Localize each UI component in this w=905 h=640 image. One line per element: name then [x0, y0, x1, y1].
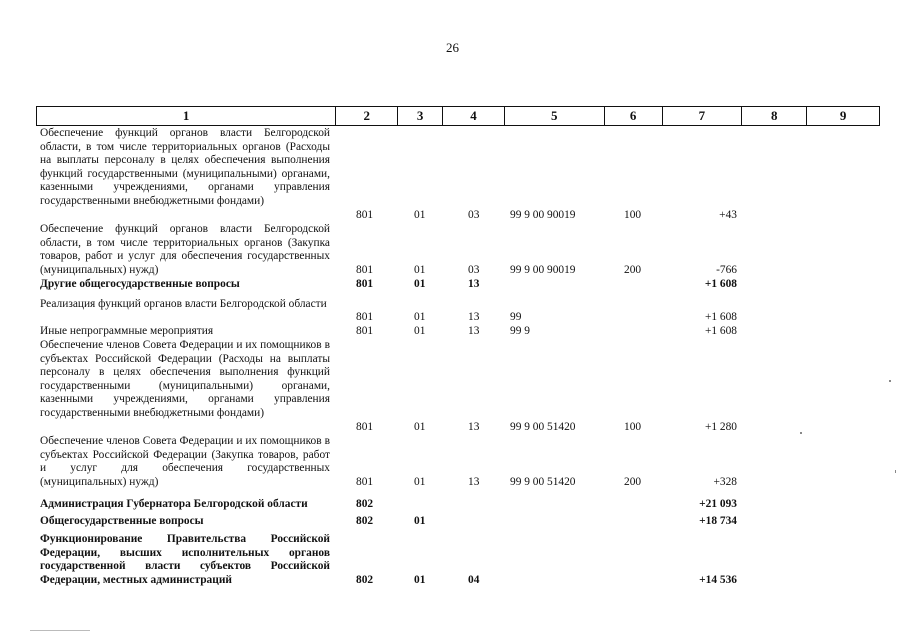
- scan-speck: [895, 470, 896, 473]
- cell-col-2: 802: [356, 498, 374, 511]
- cell-col-5: 99 9 00 51420: [510, 476, 576, 489]
- table-row: [0, 515, 905, 529]
- table-row: [0, 339, 905, 435]
- cell-col-3: 01: [414, 515, 426, 528]
- cell-col-2: 802: [356, 574, 374, 587]
- cell-col-7: -766: [716, 264, 737, 277]
- cell-col-5: 99 9 00 90019: [510, 264, 576, 277]
- row-description: Функционирование Правительства Российской Федерации, высших исполнительных органов государственной власти субъектов Российской Федерации, местных администраций: [40, 533, 330, 586]
- row-description: Обеспечение членов Совета Федерации и их помощников в субъектах Российской Федерации (Закупка товаров, работ и услуг для обеспечения государственных (муниципальных) нужд): [40, 435, 330, 488]
- cell-col-4: 04: [468, 574, 480, 587]
- header-col-3: 3: [398, 107, 443, 125]
- header-col-5: 5: [505, 107, 605, 125]
- row-description: Другие общегосударственные вопросы: [40, 278, 240, 290]
- row-description: Общегосударственные вопросы: [40, 515, 204, 527]
- cell-col-4: 13: [468, 278, 480, 291]
- cell-col-4: 13: [468, 311, 480, 324]
- header-col-7: 7: [663, 107, 743, 125]
- table-row: [0, 223, 905, 278]
- cell-col-5: 99 9: [510, 325, 530, 338]
- cell-col-3: 01: [414, 421, 426, 434]
- cell-col-3: 01: [414, 574, 426, 587]
- header-col-2: 2: [336, 107, 398, 125]
- cell-col-7: +18 734: [699, 515, 737, 528]
- scan-speck: [889, 380, 891, 382]
- cell-col-7: +14 536: [699, 574, 737, 587]
- cell-col-3: 01: [414, 476, 426, 489]
- cell-col-2: 802: [356, 515, 374, 528]
- cell-col-7: +1 280: [704, 421, 737, 434]
- cell-col-4: 03: [468, 209, 480, 222]
- cell-col-2: 801: [356, 278, 374, 291]
- table-header: [36, 106, 880, 126]
- cell-col-6: 200: [624, 476, 642, 489]
- cell-col-2: 801: [356, 209, 374, 222]
- scan-speck: [800, 432, 802, 434]
- cell-col-2: 801: [356, 421, 374, 434]
- cell-col-5: 99 9 00 51420: [510, 421, 576, 434]
- header-col-9: 9: [839, 108, 847, 123]
- table-row: [0, 127, 905, 223]
- cell-col-7: +21 093: [699, 498, 737, 511]
- header-col-4: 4: [443, 107, 505, 125]
- cell-col-4: 13: [468, 325, 480, 338]
- cell-col-3: 01: [414, 209, 426, 222]
- row-description: Администрация Губернатора Белгородской области: [40, 498, 308, 510]
- table-row: [0, 498, 905, 512]
- cell-col-7: +43: [719, 209, 737, 222]
- table-row: [0, 325, 905, 339]
- cell-col-5: 99 9 00 90019: [510, 209, 576, 222]
- row-description: Обеспечение функций органов власти Белгородской области, в том числе территориальных органов (Закупка товаров, работ и услуг для обеспечения государственных (муниципальных) нужд): [40, 223, 330, 276]
- cell-col-2: 801: [356, 476, 374, 489]
- cell-col-4: 13: [468, 421, 480, 434]
- cell-col-5: 99: [510, 311, 522, 324]
- cell-col-6: 100: [624, 209, 642, 222]
- cell-col-7: +1 608: [704, 278, 737, 291]
- table-row: [0, 278, 905, 292]
- cell-col-4: 03: [468, 264, 480, 277]
- header-col-1: 1: [37, 107, 336, 125]
- scan-line: [30, 630, 90, 631]
- header-col-8: 8: [742, 107, 807, 125]
- cell-col-3: 01: [414, 311, 426, 324]
- cell-col-3: 01: [414, 325, 426, 338]
- row-description: Реализация функций органов власти Белгородской области: [40, 298, 327, 310]
- row-description: Обеспечение функций органов власти Белгородской области, в том числе территориальных органов (Расходы на выплаты персоналу в целях обеспечения выполнения функций государственными (муниципальными) органами, казенными учреждениями, органами управления государственными внебюджетными фондами): [40, 127, 330, 207]
- cell-col-2: 801: [356, 311, 374, 324]
- cell-col-3: 01: [414, 278, 426, 291]
- page-number: 26: [446, 40, 459, 55]
- table-row: [0, 533, 905, 588]
- cell-col-3: 01: [414, 264, 426, 277]
- header-col-6: 6: [605, 107, 663, 125]
- cell-col-2: 801: [356, 264, 374, 277]
- table-row: [0, 435, 905, 490]
- cell-col-4: 13: [468, 476, 480, 489]
- cell-col-6: 200: [624, 264, 642, 277]
- cell-col-7: +1 608: [704, 325, 737, 338]
- row-description: Обеспечение членов Совета Федерации и их помощников в субъектах Российской Федерации (Расходы на выплаты персоналу в целях обеспечения выполнения функций государственными (муниципальными) органами, казенными учреждениями, органами управления государственными внебюджетными фондами): [40, 339, 330, 419]
- table-row: [0, 298, 905, 325]
- cell-col-7: +328: [713, 476, 737, 489]
- cell-col-7: +1 608: [704, 311, 737, 324]
- cell-col-2: 801: [356, 325, 374, 338]
- cell-col-6: 100: [624, 421, 642, 434]
- row-description: Иные непрограммные мероприятия: [40, 325, 214, 337]
